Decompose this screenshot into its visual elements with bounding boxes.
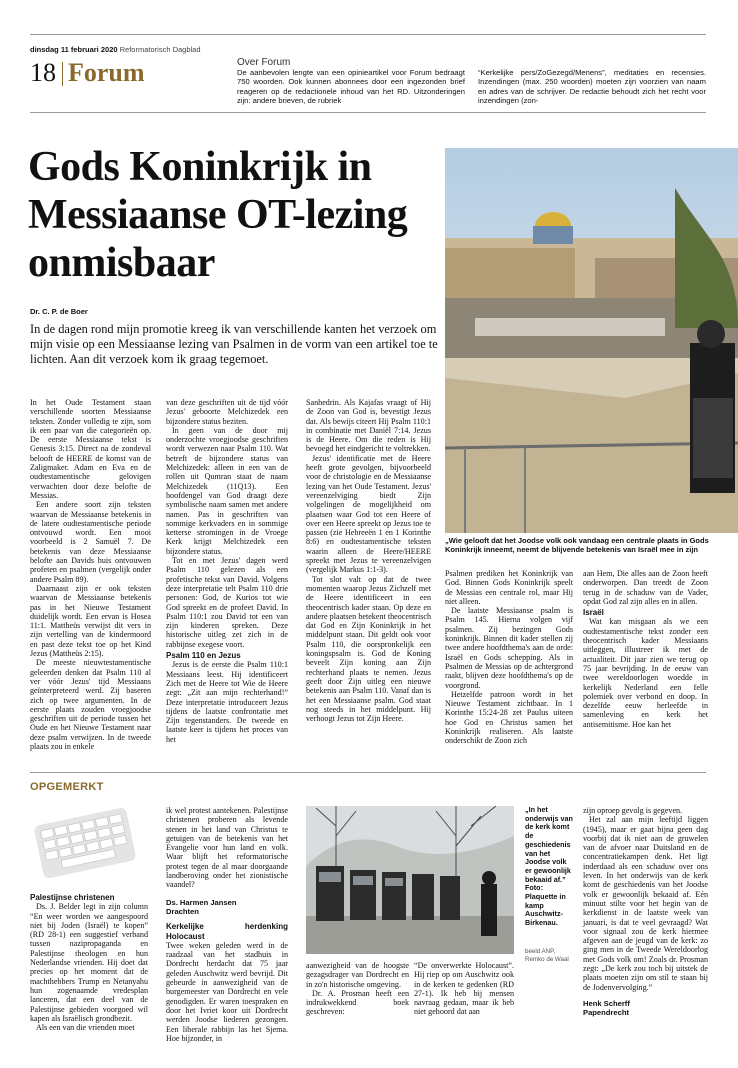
letter-paragraph: aanwezigheid van de hoogste gezagsdrager van Dordrecht en in zo'n historische omgeving.: [306, 961, 409, 989]
letter-paragraph: Twee weken geleden werd in de raadzaal van het stadhuis in Dordrecht herdacht dat 75 jaar geleden Auschwitz werd bevrijd. Dit gebeurde in aanwezigheid van de burgemeester van Dordrecht en vele genodigden. Er waren toespraken en door het Ivriet koor uit Dordrecht werden Joodse liederen gezongen. Een liberale rabbijn las het Sjema. Hoe bijzonder, in: [166, 940, 288, 1043]
article-paragraph: van deze geschriften uit de tijd vóór Jezus' geboorte Melchizedek een bijzondere status beziten.: [166, 398, 288, 426]
byline: Dr. C. P. de Boer: [30, 307, 88, 316]
article-paragraph: In geen van de door mij onderzochte vroegjoodse geschriften wordt verwezen naar Psalm 110. Wat betreft de bijzondere status van Melchizedek: alleen in een van de rollen uit Qumran staat de naam Melchizedek (11Q13). Een hoofdengel van God draagt deze symbolische naam samen met andere namen. Pas in geschriften van sommige kerkvaders en in sommige ketterse stromingen in de Vroege Kerk krijgt Melchizedek een bijzondere status.: [166, 425, 288, 556]
letter-1-signature-place: Drachten: [166, 906, 199, 916]
opgemerkt-photo-caption: „In het onderwijs van de kerk komt de geschiedenis van het Joodse volk er gewoonlijk bekaaid af.” Foto: Plaquette in kamp Auschwitz-Birkenau.: [525, 805, 573, 928]
section-divider: [62, 62, 63, 86]
article-paragraph: In het Oude Testament staan verschillende soorten Messiaanse teksten. Zonder volledig te zijn, som ik een paar van die categorieën op. De eerste Messiaanse tekst is Genesis 3:15. Direct na de zondeval belooft de HEERE de komst van de Zaligmaker. Adam en Eva en de oudtestamentische gelovigen verwachten door deze belofte de Messias.: [30, 398, 151, 500]
article-paragraph: Tot en met Jezus' dagen werd Psalm 110 gelezen als een profetische tekst van David. Volgens deze interpretatie telt Psalm 110 drie personen: God, de Kurios tot wie God spreekt en de profeet David. In Psalm 110:1 zou David tot een van zijn kinderen spreken. Deze historische uitleg zet zich in de rabbijnse exegese voort.: [166, 556, 288, 649]
article-column-3: [306, 398, 431, 723]
date: dinsdag 11 februari 2020: [30, 45, 118, 54]
header-bottom-rule: [30, 112, 706, 113]
letter-paragraph: Het zal aan mijn leeftijd liggen (1945), maar er gaat bijna geen dag voorbij dat ik niet aan de gruwelen van de afvoer naar Duitsland en de concentratiekampen denk. Het ligt inderdaad als een schaduw over ons leven. In het onderwijs van de kerk komt de geschiedenis van het Joodse volk er gewoonlijk bekaaid af. Eén minuut stilte voor het begin van de kerkdienst in de laatste week van januari, is dat te veel gevraagd? Wat voor signaal zou de kerk hiermee afgeven aan de jeugd van de kerk: zo ging men in de Tweede Wereldoorlog met Gods volk om! Zoals dr. Prosman zegt: „De kerk zou toch bij uitstek de plaats moeten zijn om stil te staan bij de Jodenvervolging.”: [583, 815, 708, 992]
article-column-5: [583, 569, 708, 729]
article-intro: In de dagen rond mijn promotie kreeg ik van verschillende kanten het verzoek om mijn visie op een Messiaanse lezing van Psalmen in de vorm van een artikel toe te lichten. Aan dit verzoek kom ik graag tegemoet.: [30, 322, 438, 367]
letter-paragraph: zijn oproep gevolg is gegeven.: [583, 806, 683, 815]
letter-2-under-photo-b: [414, 961, 514, 1017]
jerusalem-photo: [445, 148, 738, 533]
letter-1-continued: [166, 806, 288, 1043]
over-forum-text-1: De aanbevolen lengte van een opinieartikel voor Forum bedraagt 750 woorden. Ook kunnen abonnees door een ingezonden brief reageren op de redactionele inhoud van het RD. Uitzonderingen zijn: andere brieven, de rubriek: [237, 68, 465, 106]
letter-1-column: [30, 893, 148, 1032]
letter-paragraph: Ds. J. Belder legt in zijn column “En weer worden we aangespoord niet bij Joden (Israël) te kopen” (RD 28-1) een suggestief verband tussen nazipropaganda en Palestijnse theologen en hun Nederlandse vrienden. Hij doet dat precies op het moment dat de machthebbers Trump en Netanyahu hun zogenaamde vredesplan lanceren, dat een deel van de Palestijnse gebieden voorgoed wil kapen als Israëlisch grondbezit.: [30, 902, 148, 1023]
article-paragraph: Daarnaast zijn er ook teksten waarvan de Messiaanse betekenis pas in het Nieuwe Testament duidelijk wordt. Een ervan is Hosea 11:1. Mattheüs verwijst dit vers in zijn vertelling van de kindermoord en past deze tekst toe op het Kind Jezus (Mattheüs 2:15).: [30, 583, 151, 659]
newspaper-name: Reformatorisch Dagblad: [119, 45, 201, 54]
article-paragraph: Wat kan misgaan als we een oudtestamentische tekst zonder een theocentrisch kader Messiaans uitleggen, illustreer ik met de actualiteit. Dit jaar zien we terug op 75 jaar bevrijding. In de eeuw van twee wereldoorlogen woedde in kerkelijk Nederland een felle polemiek over verbond en doop. In dezelfde eeuw herleefde in samenleving en kerk het antisemitisme. Hoe kan het: [583, 617, 708, 729]
article-paragraph: De laatste Messiaanse psalm is Psalm 145. Hierna volgen vijf psalmen. Zij bezingen Gods koninkrijk. Binnen dit kader stellen zij twee andere hoofdthema's aan de orde: Israël en Gods schepping. Als in Psalmen de Messias op de achtergrond raakt, blijven deze hoofdthema's op de voorgrond.: [445, 606, 573, 690]
subheading-psalm-110: Psalm 110 en Jezus: [166, 651, 241, 661]
article-paragraph: Jezus is de eerste die Psalm 110:1 Messiaans leest. Hij identificeert Zich met de Heere tot Wie de Heere zegt: „Zit aan mijn rechterhand!” Deze interpretatie introduceert Jezus tijdens de laatste confrontatie met Zijn tegenstanders. De tweede en laatste keer is tijdens het proces van het: [166, 660, 288, 744]
letter-paragraph: “De onverwerkte Holocaust”. Hij riep op om Auschwitz ook in de kerken te gedenken (RD 27-1). Ik heb bij mensen navraag gedaan, maar ik heb niet gehoord dat aan: [414, 961, 514, 1017]
dateline: [30, 45, 201, 54]
photo-caption: „Wie gelooft dat het Joodse volk ook vandaag een centrale plaats in Gods Koninkrijk inneemt, neemt de blijvende betekenis van Israël mee in zijn: [445, 536, 709, 555]
article-paragraph: Tot slot valt op dat de twee momenten waarop Jezus Zichzelf met de Heere identificeert in een theocentrisch kader staan. Op deze en andere plaatsen betekent theocentrisch dat God en Zijn Koninkrijk in het middelpunt staan. Dit geldt ook voor Psalm 110, die oorspronkelijk een koningspsalm is. God de Koning beveelt Zijn koning aan Zijn rechterhand plaats te nemen. Jezus geeft door Zijn uitleg een nieuwe betekenis aan Psalm 110. Vanaf dan is het een Messiaanse psalm. God staat nog steeds in het middelpunt. Hij verhoogt Jezus tot Zijn Heere.: [306, 574, 431, 724]
article-paragraph: Sanhedrin. Als Kajafas vraagt of Hij de Zoon van God is, bevestigt Jezus dat. Als bewijs citeert Hij Psalm 110:1 in combinatie met Daniël 7:14. Jezus is de Heere. Om die reden is Hij bevoegd het eindgericht te voltrekken.: [306, 398, 431, 454]
letter-2-title: Kerkelijke herdenking Holocaust: [166, 922, 288, 941]
article-column-2: [166, 398, 288, 744]
letter-1-signature-name: Ds. Harmen Jansen: [166, 897, 237, 907]
letter-paragraph: Dr. A. Prosman heeft een indrukwekkend boek geschreven:: [306, 988, 409, 1017]
article-column-1: [30, 398, 151, 751]
article-paragraph: Hetzelfde patroon wordt in het Nieuwe Testament zichtbaar. In 1 Korinthe 15:24-28 zet Paulus uiteen hoe God en Christus samen het Koninkrijk realiseren. Als laatste onderschikt de Zoon zich: [445, 689, 573, 746]
letter-2-under-photo: [306, 961, 409, 1017]
article-paragraph: De meeste nieuwtestamentische geleerden denken dat Psalm 110 al ver vóór Jezus' tijd Messiaans geïnterpreteerd werd. Zij baseren zich op twee argumenten. In de eerste plaats zouden vroegjoodse geschriften uit de periode tussen het Oude en het Nieuwe Testament naar deze psalm verwijzen. In de tweede plaats zou in enkele: [30, 658, 151, 751]
article-paragraph: Psalmen prediken het Koninkrijk van God. Binnen Gods Koninkrijk speelt de Messias een centrale rol, maar Hij niet alleen.: [445, 569, 573, 606]
letter-2-signature-place: Papendrecht: [583, 1008, 629, 1018]
letter-paragraph: ik wel protest aantekenen. Palestijnse christenen proberen als levende stenen in het land van Christus te getuigen van de betekenis van het Evangelie voor hun land en volk. Waar blijft het reformatorische protest tegen de al maar doorgaande landberoving onder het zionistische vaandel?: [166, 806, 288, 890]
letter-2-signature-name: Henk Scherff: [583, 998, 630, 1008]
letter-paragraph: Als een van die vrienden moet: [36, 1023, 135, 1033]
article-paragraph: aan Hem, Die alles aan de Zoon heeft onderworpen. Dan treedt de Zoon terug in de schaduw van de Vader, opdat God zal zijn alles en in allen.: [583, 569, 708, 606]
subheading-israel: Israël: [583, 608, 604, 618]
header-rule: [30, 34, 706, 35]
letter-2-last-column: [583, 806, 708, 1018]
letter-1-title: Palestijnse christenen: [30, 893, 115, 902]
page-number: 18: [30, 58, 56, 87]
over-forum-text-2: “Kerkelijke pers/ZoGezegd/Menens”, meditaties en recensies. Inzendingen (max. 250 woorden) moeten zijn voorzien van naam en adres van de schrijver. De redactie behoudt zich het recht voor inzendingen (zon-: [478, 68, 706, 106]
opgemerkt-label: OPGEMERKT: [30, 781, 104, 793]
opgemerkt-rule: [30, 772, 706, 773]
article-column-4: [445, 569, 573, 746]
keyboard-illustration: [30, 802, 142, 882]
opgemerkt-photo-credit: beeld ANP, Remko de Waal: [525, 948, 569, 963]
over-forum-title: Over Forum: [237, 57, 291, 68]
section-title: Forum: [68, 58, 145, 87]
article-paragraph: Jezus' identificatie met de Heere heeft grote gevolgen, bijvoorbeeld voor de christologie en de Messiaanse lezing van het Oude Testament. Jezus' vereenzelviging biedt Zijn volgelingen de mogelijkheid om plaatsen waar God tot een Heere of over een Heere spreekt op Jezus toe te passen (zie Hebreeën 1 en 1 Korinthe 8:6) en oudtestamentische teksten waarin alleen de Heere/HEERE spreekt met Jezus te vereenzelvigen (vergelijk Markus 1:1-3).: [306, 453, 431, 575]
article-paragraph: Een andere soort zijn teksten waarvan de Messiaanse betekenis in de latere oudtestamentische periode ontvouwd wordt. Een mooi voorbeeld is 2 Samuël 7. De betekenis van deze Messiaanse belofte aan Davids huis ontvouwen profeten en psalmen (vergelijk onder andere Psalm 89).: [30, 500, 151, 584]
auschwitz-photo: [306, 806, 514, 954]
headline: Gods Koninkrijk in Messiaanse OT-lezing onmisbaar: [28, 144, 408, 286]
